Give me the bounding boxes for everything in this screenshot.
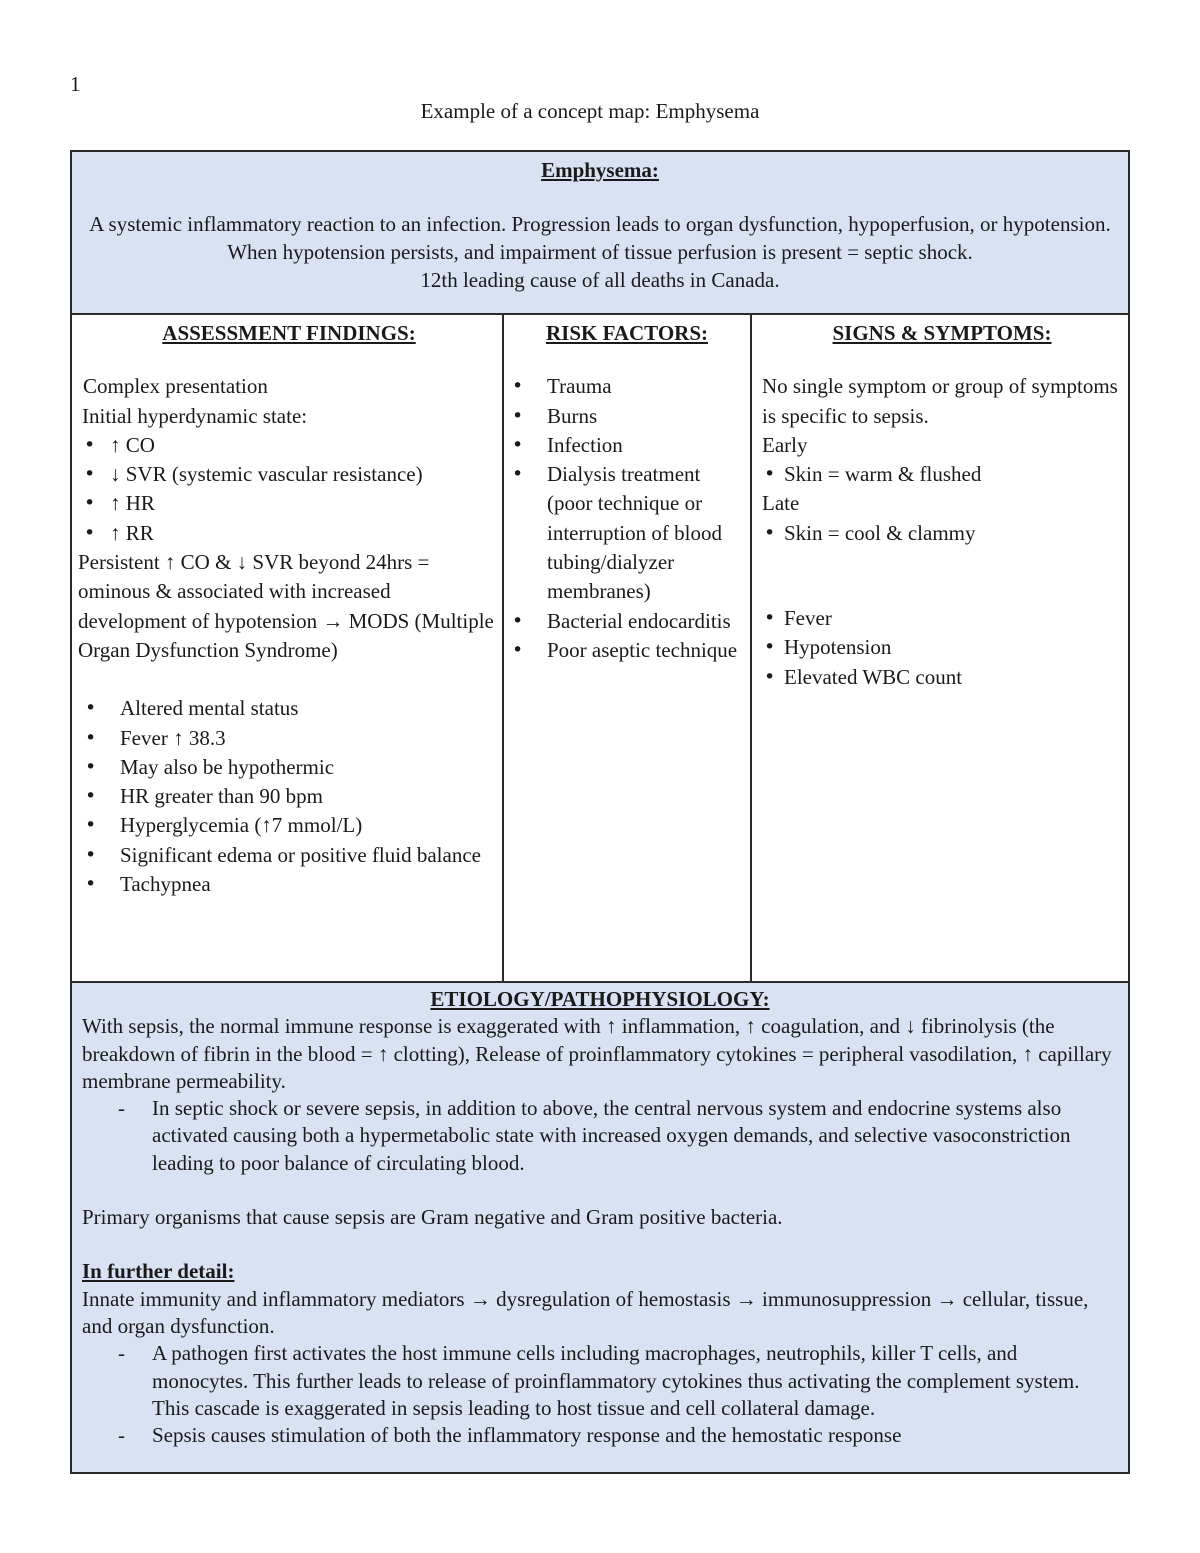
etiology-paragraph: With sepsis, the normal immune response is exaggerated with ↑ inflammation, ↑ coagulation, and ↓ fibrinolysis (the breakdown of fibrin in the blood = ↑ clotting), Release of proinflammatory cytokines = peripheral vasodilation, ↑ capillary membrane permeability. [82, 1014, 1112, 1093]
list-item: • Bacterial endocarditis [509, 607, 744, 636]
risk-factors-heading: RISK FACTORS: [545, 321, 708, 345]
signs-intro: No single symptom or group of symptoms is specific to sepsis. [762, 374, 1118, 428]
etiology-box [72, 981, 1128, 1472]
list-item: • Skin = cool & clammy [762, 519, 1122, 548]
list-item: • Hyperglycemia (↑7 mmol/L) [82, 811, 496, 840]
etiology-points [82, 1095, 1118, 1177]
list-item: - In septic shock or severe sepsis, in addition to above, the central nervous system and endocrine systems also activated causing both a hypermetabolic state with increased oxygen demands, and selective vasoconstriction leading to poor balance of circulating blood. [82, 1095, 1118, 1177]
concept-map [70, 150, 1130, 1474]
organisms-paragraph: Primary organisms that cause sepsis are Gram negative and Gram positive bacteria. [82, 1205, 783, 1230]
assessment-findings-box [72, 315, 504, 981]
signs-heading: SIGNS & SYMPTOMS: [832, 321, 1052, 345]
list-item: • Trauma [509, 372, 744, 401]
early-signs-list [762, 460, 1122, 489]
definition-box [72, 152, 1128, 315]
definition-text: A systemic inflammatory reaction to an infection. Progression leads to organ dysfunction, hypoperfusion, or hypotension. When hypotension persists, and impairment of tissue perfusion is present = septic shock. [89, 212, 1111, 264]
findings-list [82, 694, 496, 899]
list-item: • HR greater than 90 bpm [82, 782, 496, 811]
list-item: • Hypotension [762, 633, 1122, 662]
list-item: • ↑ RR [82, 519, 496, 548]
detail-points [82, 1340, 1118, 1449]
list-item: • Tachypnea [82, 870, 496, 899]
list-item: • Poor aseptic technique [509, 636, 744, 665]
list-item: • Fever [762, 604, 1122, 633]
detail-paragraph: Innate immunity and inflammatory mediators → dysregulation of hemostasis → immunosuppression → cellular, tissue, and organ dysfunction. [82, 1286, 1089, 1338]
early-label: Early [762, 432, 808, 457]
risk-factors-list [509, 372, 744, 665]
list-item: • ↑ HR [82, 489, 496, 518]
late-signs-list [762, 519, 1122, 548]
signs-symptoms-box [752, 315, 1128, 981]
list-item: • ↑ CO [82, 431, 496, 460]
detail-heading: In further detail: [82, 1259, 235, 1284]
list-item: - Sepsis causes stimulation of both the inflammatory response and the hemostatic response [82, 1422, 1118, 1449]
document-title: Example of a concept map: Emphysema [420, 99, 760, 123]
risk-factors-box [504, 315, 752, 981]
other-signs-list [762, 604, 1122, 692]
definition-heading: Emphysema: [541, 158, 659, 182]
etiology-heading: ETIOLOGY/PATHOPHYSIOLOGY: [430, 987, 770, 1011]
list-item: • Altered mental status [82, 694, 496, 723]
assessment-heading: ASSESSMENT FINDINGS: [162, 321, 416, 345]
assessment-intro-line: Complex presentation [83, 374, 268, 399]
persistent-note: Persistent ↑ CO & ↓ SVR beyond 24hrs = ominous & associated with increased development of hypotension → MODS (Multiple Organ Dysfunction Syndrome) [78, 550, 494, 662]
list-item: • May also be hypothermic [82, 753, 496, 782]
page-number: 1 [70, 72, 81, 96]
late-label: Late [762, 491, 800, 516]
assessment-intro-line: Initial hyperdynamic state: [82, 403, 308, 428]
list-item: • Infection [509, 431, 744, 460]
list-item: • Significant edema or positive fluid balance [82, 841, 496, 870]
list-item: • ↓ SVR (systemic vascular resistance) [82, 460, 496, 489]
list-item: • Elevated WBC count [762, 663, 1122, 692]
list-item: - A pathogen first activates the host immune cells including macrophages, neutrophils, killer T cells, and monocytes. This further leads to release of proinflammatory cytokines thus activating the complement system. This cascade is exaggerated in sepsis leading to host tissue and cell collateral damage. [82, 1340, 1118, 1422]
list-item: • Burns [509, 402, 744, 431]
list-item: • Dialysis treatment (poor technique or interruption of blood tubing/dialyzer membranes) [509, 460, 744, 606]
hyperdynamic-list [82, 431, 496, 548]
list-item: • Skin = warm & flushed [762, 460, 1122, 489]
list-item: • Fever ↑ 38.3 [82, 724, 496, 753]
definition-statistic: 12th leading cause of all deaths in Canada. [420, 268, 780, 292]
